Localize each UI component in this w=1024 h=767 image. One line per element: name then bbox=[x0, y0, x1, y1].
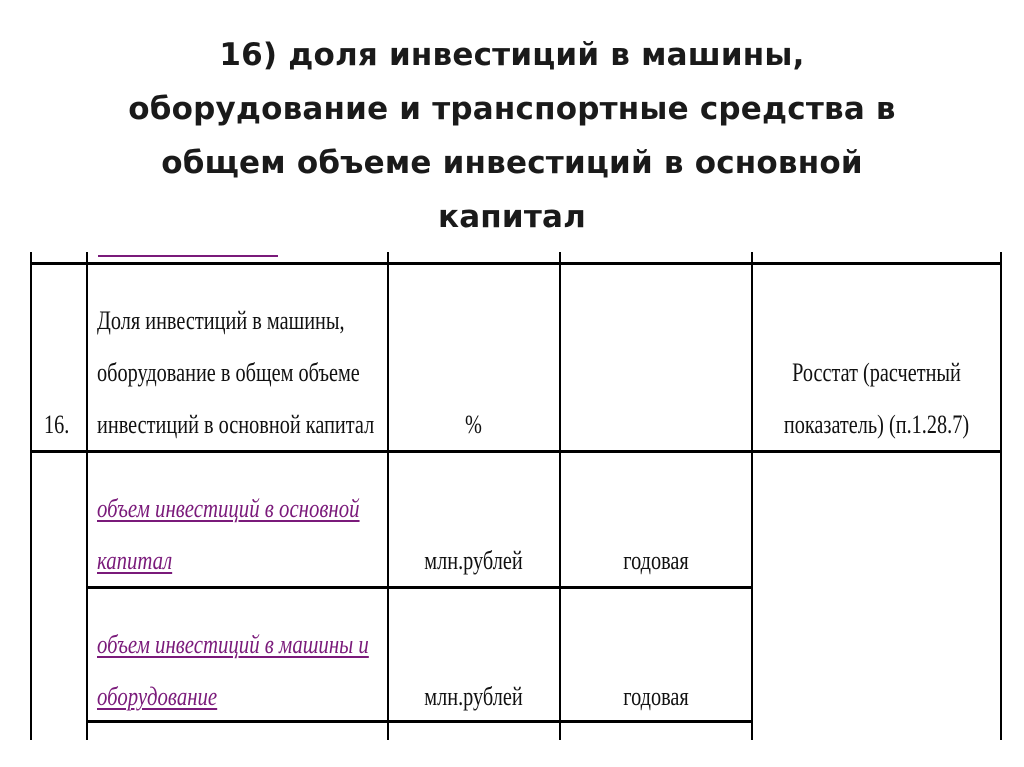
previous-row-remnant bbox=[88, 243, 288, 259]
table-border bbox=[1000, 252, 1002, 740]
title-line: общем объеме инвестиций в основной bbox=[161, 145, 863, 181]
table-border bbox=[559, 252, 561, 740]
periodicity-cell: годовая bbox=[623, 546, 689, 575]
unit-cell: млн.рублей bbox=[424, 546, 523, 575]
unit-cell: млн.рублей bbox=[424, 682, 523, 711]
periodicity-cell: годовая bbox=[623, 682, 689, 711]
source-line: Росстат (расчетный bbox=[792, 358, 961, 387]
table-border bbox=[751, 252, 753, 740]
indicator-link-line[interactable]: оборудование bbox=[97, 682, 218, 711]
indicator-link-line[interactable]: объем инвестиций в машины и bbox=[97, 630, 369, 659]
indicator-link-line[interactable]: объем инвестиций в основной bbox=[97, 494, 360, 523]
indicator-name-line: Доля инвестиций в машины, bbox=[97, 306, 345, 335]
title-line: 16) доля инвестиций в машины, bbox=[219, 37, 805, 73]
indicator-name-line: инвестиций в основной капитал bbox=[97, 410, 375, 439]
indicator-name-line: оборудование в общем объеме bbox=[97, 358, 360, 387]
slide-title bbox=[60, 28, 964, 244]
indicator-link-line[interactable]: капитал bbox=[97, 546, 173, 575]
table-border bbox=[30, 252, 32, 740]
table-border bbox=[86, 252, 88, 740]
table-border bbox=[30, 262, 1002, 265]
title-line: капитал bbox=[437, 199, 587, 235]
table-border bbox=[86, 586, 753, 589]
table-border bbox=[86, 720, 753, 723]
source-line: показатель) (п.1.28.7) bbox=[783, 410, 970, 439]
table-border bbox=[387, 252, 389, 740]
row-number: 16. bbox=[44, 410, 70, 439]
title-line: оборудование и транспортные средства в bbox=[128, 91, 896, 127]
unit-cell: % bbox=[465, 410, 482, 439]
table-border bbox=[30, 450, 1002, 453]
